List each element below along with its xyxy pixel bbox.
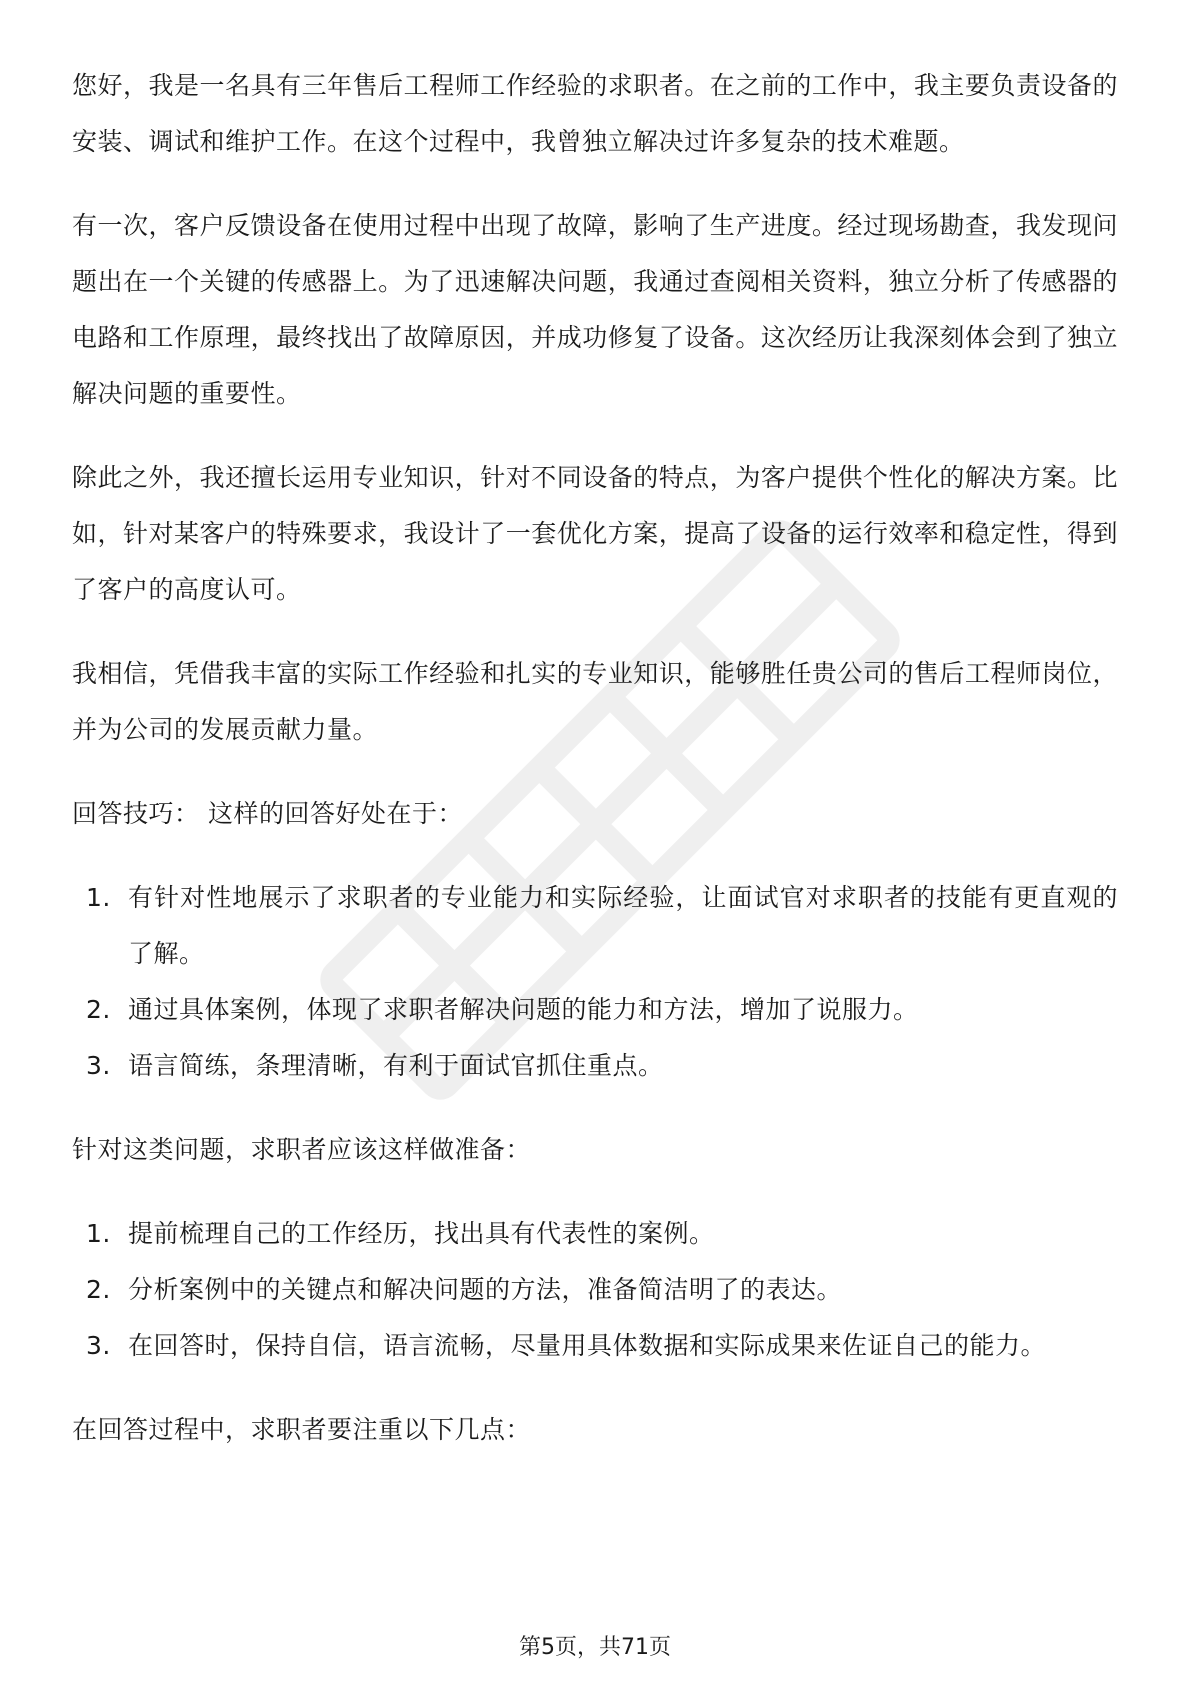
list-text: 通过具体案例，体现了求职者解决问题的能力和方法，增加了说服力。 [128, 995, 919, 1024]
list-item [72, 870, 1118, 982]
list-text: 在回答时，保持自信，语言流畅，尽量用具体数据和实际成果来佐证自己的能力。 [128, 1331, 1047, 1360]
list-number: 1. [86, 883, 111, 912]
list-number: 2. [86, 1275, 111, 1304]
list-item [72, 1318, 1118, 1374]
prep-heading: 针对这类问题，求职者应该这样做准备： [72, 1135, 532, 1164]
tips-heading: 回答技巧： 这样的回答好处在于： [72, 799, 463, 828]
document-body [72, 58, 1118, 1458]
paragraph-case: 有一次，客户反馈设备在使用过程中出现了故障，影响了生产进度。经过现场勘查，我发现问题出在一个关键的传感器上。为了迅速解决问题，我通过查阅相关资料，独立分析了传感器的电路和工作原理，最终找出了故障原因，并成功修复了设备。这次经历让我深刻体会到了独立解决问题的重要性。 [72, 211, 1118, 408]
page-number-footer: 第5页，共71页 [519, 1635, 671, 1660]
list-number: 2. [86, 995, 111, 1024]
list-item [72, 982, 1118, 1038]
paragraph-intro: 您好，我是一名具有三年售后工程师工作经验的求职者。在之前的工作中，我主要负责设备的安装、调试和维护工作。在这个过程中，我曾独立解决过许多复杂的技术难题。 [72, 71, 1118, 156]
list-text: 有针对性地展示了求职者的专业能力和实际经验，让面试官对求职者的技能有更直观的了解。 [128, 883, 1118, 968]
list-text: 提前梳理自己的工作经历，找出具有代表性的案例。 [128, 1219, 715, 1248]
paragraph-skills: 除此之外，我还擅长运用专业知识，针对不同设备的特点，为客户提供个性化的解决方案。比如，针对某客户的特殊要求，我设计了一套优化方案，提高了设备的运行效率和稳定性，得到了客户的高度认可。 [72, 463, 1118, 604]
closing-heading: 在回答过程中，求职者要注重以下几点： [72, 1415, 532, 1444]
list-text: 分析案例中的关键点和解决问题的方法，准备简洁明了的表达。 [128, 1275, 843, 1304]
prep-list [72, 1206, 1118, 1374]
list-item [72, 1262, 1118, 1318]
list-text: 语言简练，条理清晰，有利于面试官抓住重点。 [128, 1051, 664, 1080]
paragraph-conclusion: 我相信，凭借我丰富的实际工作经验和扎实的专业知识，能够胜任贵公司的售后工程师岗位，并为公司的发展贡献力量。 [72, 659, 1118, 744]
list-number: 3. [86, 1331, 111, 1360]
tips-list [72, 870, 1118, 1094]
list-item [72, 1038, 1118, 1094]
list-number: 1. [86, 1219, 111, 1248]
list-number: 3. [86, 1051, 111, 1080]
list-item [72, 1206, 1118, 1262]
